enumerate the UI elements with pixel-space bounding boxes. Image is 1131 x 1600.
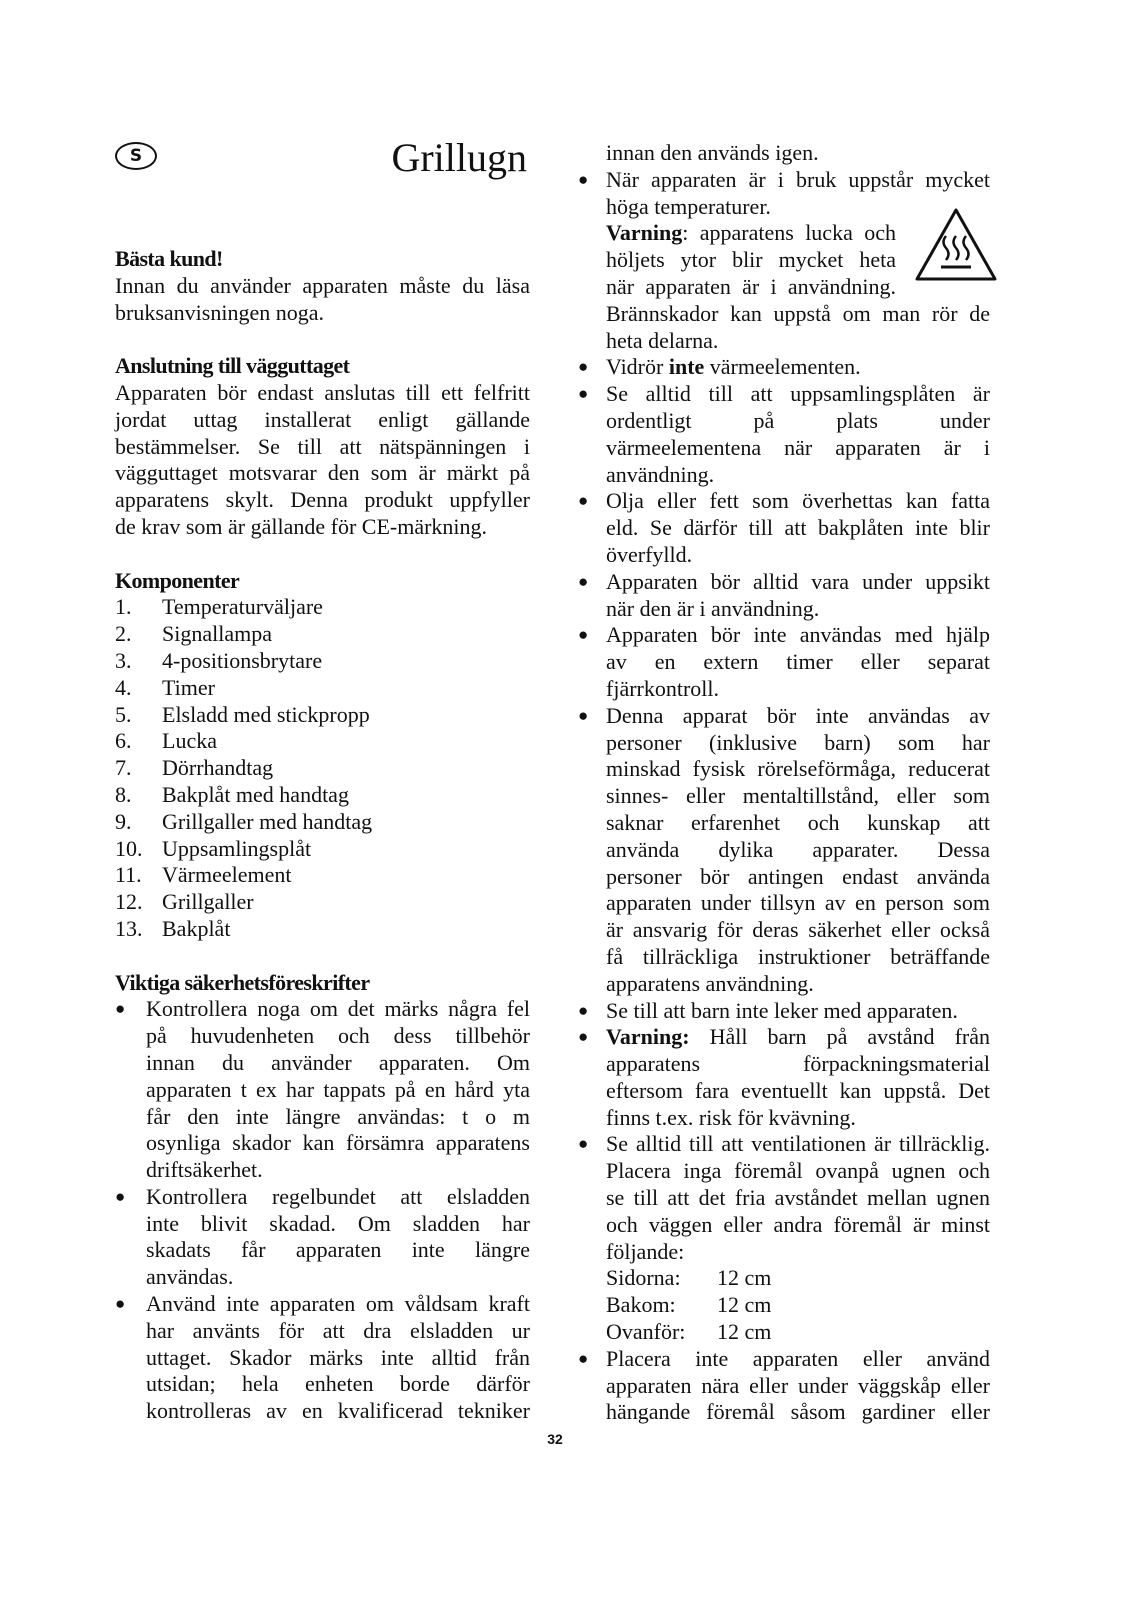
item-label: 4-positionsbrytare — [162, 647, 323, 673]
bullet-item — [578, 1346, 990, 1426]
bullet-icon: ● — [115, 999, 126, 1019]
text-line: Se till att barn inte leker med apparaten. — [606, 997, 958, 1023]
distance-label: Sidorna: — [606, 1265, 681, 1291]
item-label: Lucka — [162, 728, 217, 754]
bullet-icon: ● — [578, 169, 589, 189]
item-label: Grillgaller med handtag — [162, 808, 373, 834]
section-heading: Komponenter — [115, 567, 240, 593]
bold-text: Varning: — [606, 1024, 690, 1050]
text-line: när den är i användning. — [606, 595, 820, 621]
text-line: innan den används igen. — [606, 140, 819, 165]
spacer — [115, 541, 530, 568]
spacer — [115, 326, 530, 353]
item-label: Signallampa — [162, 621, 272, 647]
text-segment: Håll barn på avstånd från — [689, 1024, 990, 1050]
text-line: jordat uttag installerat enligt gällande — [115, 406, 530, 432]
text-line: eld. Se därför till att bakplåten inte blir — [606, 515, 990, 541]
text-line: ordentligt på plats under — [606, 407, 990, 433]
bullet-item — [578, 703, 990, 998]
text-line: har använts för att dra elsladden ur — [146, 1317, 530, 1343]
text-line — [606, 354, 990, 381]
text-line: apparatens användning. — [606, 970, 814, 996]
paragraph — [606, 301, 990, 355]
paragraph — [115, 273, 530, 327]
list-item — [115, 862, 530, 889]
bullet-icon: ● — [578, 1348, 589, 1368]
text-line: Kontrollera regelbundet att elsladden — [146, 1183, 530, 1209]
text-line: får den inte längre användas: t o m — [146, 1103, 530, 1129]
bullet-text — [606, 1346, 990, 1426]
list-item — [115, 782, 530, 809]
distance-table — [606, 1265, 990, 1345]
text-segment: Vidrör — [606, 354, 669, 380]
bullet-item — [578, 488, 990, 568]
item-number: 1. — [115, 594, 132, 620]
bullet-item — [578, 354, 990, 381]
text-line: höga temperaturer. — [606, 193, 771, 219]
bullet-text — [146, 1291, 530, 1425]
page-title: Grillugn — [391, 135, 527, 180]
paragraph — [606, 140, 990, 167]
text-line: personer bör antingen endast använda — [606, 863, 990, 889]
list-item — [115, 836, 530, 863]
text-line: Apparaten bör alltid vara under uppsikt — [606, 568, 990, 594]
bullet-item — [578, 622, 990, 702]
text-line: finns t.ex. risk för kvävning. — [606, 1104, 856, 1130]
list-item — [115, 755, 530, 782]
list-item — [115, 594, 530, 621]
bullet-item — [578, 569, 990, 623]
item-label: Temperaturväljare — [162, 594, 323, 620]
text-line: inte blivit skadad. Om sladden har — [146, 1210, 530, 1236]
bold-text: Varning — [606, 220, 683, 246]
bullet-icon: ● — [578, 384, 589, 404]
text-line: användas. — [146, 1264, 234, 1290]
text-line: Apparaten bör inte användas med hjälp — [606, 622, 990, 648]
text-line: av en extern timer eller separat — [606, 649, 990, 675]
item-number: 3. — [115, 647, 132, 673]
text-line: heta delarna. — [606, 327, 719, 353]
text-line: Brännskador kan uppstå om man rör de — [606, 300, 990, 326]
bullet-text — [606, 998, 990, 1025]
text-line: När apparaten är i bruk uppstår mycket — [606, 166, 990, 192]
item-label: Värmeelement — [162, 862, 292, 888]
section-heading: Bästa kund! — [115, 246, 223, 271]
text-line: värmeelementena när apparaten är i — [606, 434, 990, 460]
bullet-item — [115, 1184, 530, 1291]
text-line: bestämmelser. Se till att nätspänningen i — [115, 433, 530, 459]
list-item — [115, 728, 530, 755]
distance-row — [606, 1292, 990, 1319]
bullet-text — [606, 1131, 990, 1265]
text-line: bruksanvisningen noga. — [115, 299, 324, 325]
bullet-text — [606, 381, 990, 488]
text-line: se till att det fria avståndet mellan ugnen — [606, 1185, 990, 1211]
list-item — [115, 648, 530, 675]
item-number: 4. — [115, 674, 132, 700]
section-heading: Anslutning till vägguttaget — [115, 353, 350, 379]
section-heading: Viktiga säkerhetsföreskrifter — [115, 969, 370, 995]
text-line: apparaten nära eller under väggskåp eller — [606, 1372, 990, 1398]
list-item — [115, 916, 530, 943]
left-column — [115, 246, 530, 1425]
bold-text: inte — [668, 354, 705, 380]
text-line: är ansvarig för deras säkerhet eller också — [606, 917, 990, 943]
bullet-item — [578, 998, 990, 1025]
text-line: Använd inte apparaten om våldsam kraft — [146, 1291, 530, 1317]
item-number: 2. — [115, 621, 132, 647]
text-line: Placera inga föremål ovanpå ugnen och — [606, 1158, 990, 1184]
item-label: Bakplåt — [162, 915, 231, 941]
text-line: utsidan; hela enheten borde därför — [146, 1371, 530, 1397]
item-number: 7. — [115, 755, 132, 781]
bullet-text — [606, 622, 990, 702]
bullet-text — [606, 703, 990, 998]
text-line: Kontrollera noga om det märks några fel — [146, 996, 530, 1022]
list-item — [115, 621, 530, 648]
item-number: 5. — [115, 701, 132, 727]
item-label: Uppsamlingsplåt — [162, 835, 312, 861]
bullet-text — [606, 488, 990, 568]
bullet-icon: ● — [578, 491, 589, 511]
list-item — [115, 809, 530, 836]
components-list — [115, 594, 530, 942]
text-segment: : apparatens lucka och — [682, 220, 896, 246]
text-line: driftsäkerhet. — [146, 1157, 263, 1183]
text-line: apparaten under tillsyn av en person som — [606, 890, 990, 916]
text-line: Se alltid till att uppsamlingsplåten är — [606, 381, 990, 407]
item-number: 9. — [115, 808, 132, 834]
bullet-icon: ● — [578, 1000, 589, 1020]
text-line: Denna apparat bör inte användas av — [606, 702, 990, 728]
text-line: få tillräckliga instruktioner beträffande — [606, 943, 990, 969]
bullet-icon: ● — [578, 1134, 589, 1154]
text-line: apparatens förpackningsmaterial — [606, 1051, 990, 1077]
distance-row — [606, 1319, 990, 1346]
paragraph — [115, 380, 530, 541]
distance-value: 12 cm — [717, 1265, 772, 1291]
warning-block — [606, 220, 990, 300]
text-line: de krav som är gällande för CE-märkning. — [115, 513, 488, 539]
list-item — [115, 675, 530, 702]
item-number: 6. — [115, 728, 132, 754]
item-label: Timer — [162, 674, 215, 700]
item-label: Grillgaller — [162, 889, 254, 915]
bullet-icon: ● — [578, 571, 589, 591]
distance-row — [606, 1265, 990, 1292]
bullet-item — [578, 381, 990, 488]
distance-value: 12 cm — [717, 1319, 772, 1345]
bullet-text — [606, 1024, 990, 1131]
spacer — [115, 943, 530, 970]
text-line: användning. — [606, 461, 715, 487]
text-line: när apparaten är i användning. — [606, 273, 896, 299]
bullet-icon: ● — [578, 625, 589, 645]
distance-label: Bakom: — [606, 1292, 676, 1318]
distance-value: 12 cm — [717, 1292, 772, 1318]
text-line: sinnes- eller mentaltillstånd, eller som — [606, 783, 990, 809]
warning-text — [606, 220, 896, 300]
item-number: 12. — [115, 889, 143, 915]
bullet-item — [115, 1291, 530, 1425]
item-label: Elsladd med stickpropp — [162, 701, 370, 727]
bullet-text — [146, 1184, 530, 1291]
text-line: personer (inklusive barn) som har — [606, 729, 990, 755]
bullet-text — [146, 996, 530, 1184]
text-line: på huvudenheten och dess tillbehör — [146, 1023, 530, 1049]
bullet-icon: ● — [578, 705, 589, 725]
bullet-text — [606, 569, 990, 623]
text-line: vägguttaget motsvarar den som är märkt på — [115, 460, 530, 486]
text-line: osynliga skador kan försämra apparatens — [146, 1130, 530, 1156]
bullet-item — [578, 1024, 990, 1131]
list-item — [115, 889, 530, 916]
bullet-item — [115, 996, 530, 1184]
bullet-text — [606, 354, 990, 381]
text-line: kontrolleras av en kvalificerad tekniker — [146, 1398, 530, 1424]
text-line: fjärrkontroll. — [606, 675, 720, 701]
text-line: innan du använder apparaten. Om — [146, 1049, 530, 1075]
text-line: och väggen eller andra föremål är minst — [606, 1211, 990, 1237]
text-line — [606, 220, 896, 247]
item-number: 8. — [115, 781, 132, 807]
page-number: 32 — [547, 1431, 563, 1447]
text-line: apparaten t ex har tappats på en hård yta — [146, 1076, 530, 1102]
text-segment: värmeelementen. — [704, 354, 861, 380]
bullet-icon: ● — [115, 1294, 126, 1314]
right-column — [578, 140, 990, 1426]
text-line: överfylld. — [606, 541, 693, 567]
language-badge: S — [115, 142, 157, 170]
bullet-icon: ● — [578, 357, 589, 377]
bullet-icon: ● — [115, 1186, 126, 1206]
text-line: skadats får apparaten inte längre — [146, 1237, 530, 1263]
item-number: 13. — [115, 915, 143, 941]
text-line: Placera inte apparaten eller använd — [606, 1345, 990, 1371]
item-label: Bakplåt med handtag — [162, 781, 349, 807]
text-line: Innan du använder apparaten måste du läsa — [115, 272, 530, 298]
bullet-item — [578, 1131, 990, 1265]
item-number: 11. — [115, 862, 142, 888]
text-line: använda dylika apparater. Dessa — [606, 836, 990, 862]
text-line: saknar erfarenhet och kunskap att — [606, 809, 990, 835]
hot-surface-warning-icon — [914, 206, 998, 284]
text-line: hängande föremål såsom gardiner eller — [606, 1399, 990, 1425]
text-line: Olja eller fett som överhettas kan fatta — [606, 488, 990, 514]
text-line: Apparaten bör endast anslutas till ett felfritt — [115, 379, 530, 405]
text-line — [606, 1024, 990, 1051]
item-label: Dörrhandtag — [162, 755, 274, 781]
distance-label: Ovanför: — [606, 1319, 686, 1345]
text-line: följande: — [606, 1238, 685, 1264]
text-line: höljets ytor blir mycket heta — [606, 247, 896, 273]
list-item — [115, 702, 530, 729]
text-line: minskad fysisk rörelseförmåga, reducerat — [606, 756, 990, 782]
bullet-icon: ● — [578, 1027, 589, 1047]
text-line: Se alltid till att ventilationen är tillräcklig. — [606, 1131, 990, 1157]
item-number: 10. — [115, 835, 143, 861]
text-line: uttaget. Skador märks inte alltid från — [146, 1344, 530, 1370]
text-line: apparatens skylt. Denna produkt uppfyller — [115, 487, 530, 513]
text-line: eftersom fara eventuellt kan uppstå. Det — [606, 1077, 990, 1103]
